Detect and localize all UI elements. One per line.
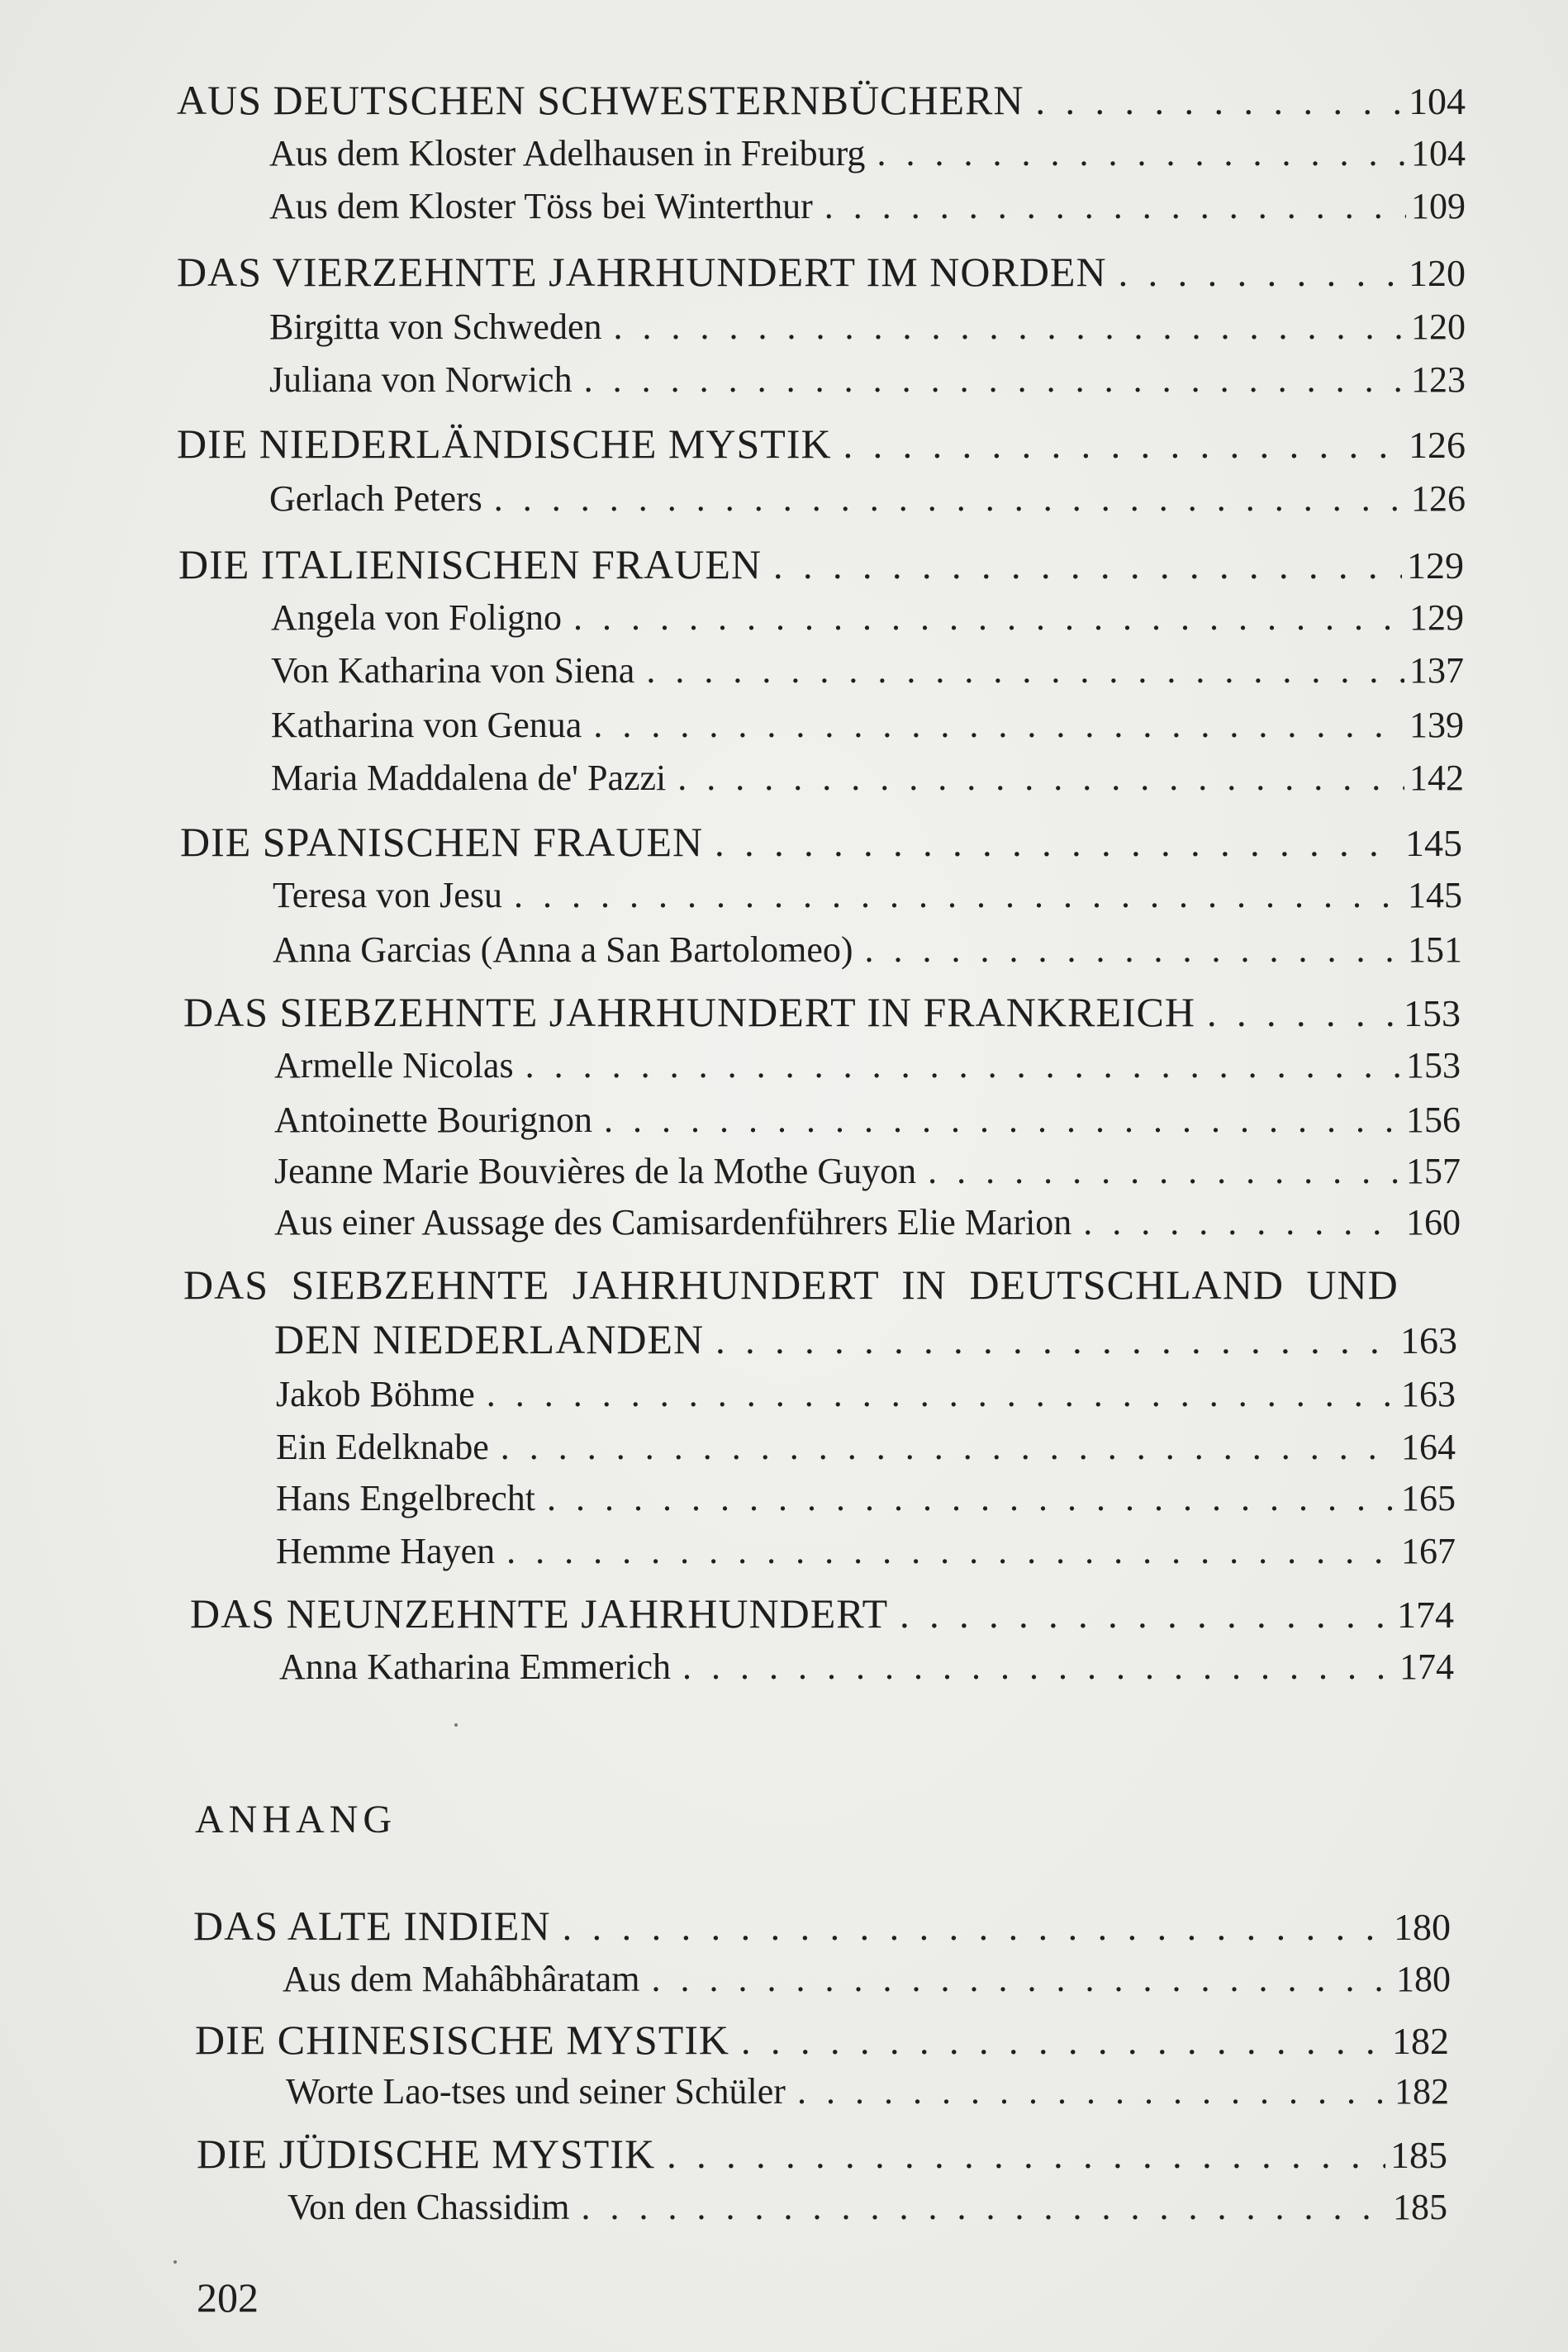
toc-section-title: DIE ITALIENISCHEN FRAUEN [178, 541, 763, 587]
dot-leader [715, 821, 1400, 865]
toc-page-number: 145 [1408, 875, 1462, 915]
toc-page-number: 165 [1401, 1478, 1456, 1518]
toc-entry-row [274, 1044, 1461, 1086]
toc-section-title: DIE CHINESISCHE MYSTIK [195, 2017, 729, 2063]
dot-leader [677, 757, 1404, 799]
toc-section-row [195, 2016, 1449, 2064]
appendix-heading: ANHANG [195, 1798, 397, 1841]
toc-entry-row [276, 1530, 1456, 1572]
toc-entry-title: Antoinette Bourignon [274, 1100, 592, 1140]
dot-leader [667, 2133, 1385, 2177]
toc-entry-title: Teresa von Jesu [273, 875, 502, 915]
toc-entry-row [274, 1201, 1461, 1243]
toc-section-title-line1: DAS SIEBZEHNTE JAHRHUNDERT IN DEUTSCHLAND UND [183, 1262, 1399, 1308]
toc-page-number: 164 [1401, 1427, 1456, 1467]
toc-section-row [177, 420, 1466, 468]
toc-section-title: DAS SIEBZEHNTE JAHRHUNDERT IN FRANKREICH [183, 989, 1195, 1035]
toc-entry-title: Gerlach Peters [269, 478, 482, 519]
toc-page-number: 129 [1407, 544, 1464, 587]
toc-page-number: 174 [1397, 1594, 1454, 1636]
dot-leader [1083, 1201, 1401, 1243]
toc-page-number: 174 [1399, 1646, 1454, 1687]
toc-entry-title: Anna Garcias (Anna a San Bartolomeo) [273, 929, 853, 970]
toc-entry-row [269, 132, 1466, 174]
toc-section-title: DIE JÜDISCHE MYSTIK [197, 2131, 656, 2177]
toc-section-row [190, 1589, 1454, 1637]
toc-entry-title: Von den Chassidim [287, 2187, 570, 2227]
toc-entry-row [273, 929, 1462, 971]
dot-leader [715, 1319, 1395, 1362]
toc-page-number: 157 [1406, 1151, 1461, 1191]
dot-leader [877, 132, 1406, 174]
toc-section-title: DIE NIEDERLÄNDISCHE MYSTIK [177, 421, 832, 467]
toc-page-number: 185 [1393, 2187, 1447, 2227]
dot-leader [928, 1150, 1401, 1192]
toc-entry-row [276, 1373, 1456, 1415]
dot-leader [547, 1477, 1396, 1519]
toc-page-number: 182 [1392, 2020, 1449, 2062]
toc-page-number: 139 [1409, 705, 1464, 745]
dot-leader [824, 185, 1406, 227]
toc-entry-row [271, 596, 1464, 639]
toc-entry-title: Angela von Foligno [271, 597, 562, 638]
dot-leader [604, 1099, 1401, 1141]
toc-section-row [177, 248, 1466, 296]
toc-page-number: 153 [1406, 1045, 1461, 1086]
toc-entry-row [279, 1646, 1454, 1688]
toc-entry-row [269, 306, 1466, 348]
toc-entry-row [269, 185, 1466, 227]
toc-section-title: DAS ALTE INDIEN [193, 1903, 551, 1949]
toc-page-number: 182 [1395, 2071, 1449, 2112]
page-number: 202 [197, 2274, 259, 2321]
dot-leader [652, 1958, 1391, 2000]
toc-section-row [183, 988, 1461, 1036]
toc-entry-row [287, 2186, 1447, 2228]
toc-entry-row [283, 1958, 1451, 2000]
dot-leader [514, 874, 1403, 916]
toc-section-row [274, 1315, 1457, 1363]
toc-page-number: 180 [1396, 1959, 1451, 1999]
dot-leader [843, 423, 1404, 467]
dot-leader [773, 544, 1402, 587]
dot-leader [573, 596, 1404, 639]
dot-leader [593, 704, 1404, 746]
dot-leader [682, 1646, 1395, 1688]
toc-page-number: 137 [1409, 650, 1464, 691]
toc-entry-title: Jeanne Marie Bouvières de la Mothe Guyon [274, 1151, 917, 1191]
dot-leader [506, 1530, 1396, 1572]
dot-leader [1207, 991, 1399, 1035]
toc-section-title: DAS NEUNZEHNTE JAHRHUNDERT [190, 1590, 889, 1637]
dot-leader [525, 1044, 1401, 1086]
dot-leader [1036, 79, 1404, 123]
dot-leader [501, 1426, 1396, 1468]
toc-page-number: 104 [1409, 80, 1466, 122]
paper-speck [173, 2260, 177, 2264]
toc-section-row [180, 818, 1462, 866]
toc-page-number: 145 [1405, 822, 1462, 864]
dot-leader [584, 359, 1406, 401]
dot-leader [741, 2019, 1387, 2063]
toc-section-title: DIE SPANISCHEN FRAUEN [180, 819, 704, 865]
paper-speck [454, 1723, 458, 1727]
toc-entry-title: Hemme Hayen [276, 1531, 496, 1571]
dot-leader [646, 649, 1404, 691]
toc-page-number: 142 [1409, 758, 1464, 798]
toc-section-title: DEN NIEDERLANDEN [274, 1316, 705, 1362]
toc-entry-row [276, 1426, 1456, 1468]
dot-leader [865, 929, 1403, 971]
toc-page-number: 109 [1411, 186, 1466, 226]
dot-leader [613, 306, 1406, 348]
toc-entry-title: Jakob Böhme [276, 1374, 475, 1414]
toc-entry-title: Juliana von Norwich [269, 359, 573, 400]
toc-entry-title: Anna Katharina Emmerich [279, 1646, 672, 1687]
toc-entry-row [274, 1150, 1461, 1192]
toc-entry-row [276, 1477, 1456, 1519]
toc-page-number: 160 [1406, 1202, 1461, 1243]
toc-entry-row [269, 359, 1466, 401]
toc-section-row [197, 2130, 1447, 2178]
toc-entry-title: Aus dem Kloster Adelhausen in Freiburg [269, 133, 866, 173]
dot-leader [563, 1905, 1389, 1949]
toc-entry-title: Worte Lao-tses und seiner Schüler [286, 2071, 786, 2112]
toc-entry-row [271, 704, 1464, 746]
toc-entry-title: Ein Edelknabe [276, 1427, 489, 1467]
toc-entry-title: Von Katharina von Siena [271, 650, 635, 691]
dot-leader [494, 478, 1406, 520]
toc-entry-row [274, 1099, 1461, 1141]
toc-section-row [177, 76, 1466, 124]
toc-page-number: 129 [1409, 597, 1464, 638]
toc-entry-row [271, 649, 1464, 691]
dot-leader [797, 2070, 1390, 2112]
toc-entry-title: Aus einer Aussage des Camisardenführers Elie Marion [274, 1202, 1072, 1243]
toc-page-number: 151 [1408, 929, 1462, 970]
toc-section-row [178, 540, 1464, 588]
toc-page-number: 167 [1401, 1531, 1456, 1571]
toc-page-number: 153 [1404, 992, 1461, 1034]
toc-page-number: 120 [1411, 306, 1466, 347]
toc-page-number: 120 [1409, 252, 1466, 294]
toc-page-number: 126 [1409, 424, 1466, 466]
toc-section-title: DAS VIERZEHNTE JAHRHUNDERT IM NORDEN [177, 249, 1107, 295]
toc-page-number: 104 [1411, 133, 1466, 173]
dot-leader [487, 1373, 1396, 1415]
toc-page-number: 126 [1411, 478, 1466, 519]
toc-entry-title: Armelle Nicolas [274, 1045, 514, 1086]
dot-leader [1119, 251, 1404, 295]
toc-entry-title: Hans Engelbrecht [276, 1478, 535, 1518]
dot-leader [581, 2186, 1388, 2228]
toc-entry-row [286, 2070, 1449, 2112]
toc-entry-title: Aus dem Mahâbhâratam [283, 1959, 640, 1999]
toc-page-number: 180 [1394, 1906, 1451, 1948]
toc-section-row [193, 1902, 1451, 1950]
dot-leader [900, 1593, 1392, 1637]
toc-section-title: AUS DEUTSCHEN SCHWESTERNBÜCHERN [177, 77, 1024, 123]
toc-page-number: 185 [1390, 2134, 1447, 2176]
toc-page-number: 163 [1400, 1319, 1457, 1361]
toc-page-number: 123 [1411, 359, 1466, 400]
toc-entry-row [269, 478, 1466, 520]
toc-entry-row [271, 757, 1464, 799]
toc-entry-title: Aus dem Kloster Töss bei Winterthur [269, 186, 813, 226]
toc-entry-title: Birgitta von Schweden [269, 306, 602, 347]
toc-page-number: 156 [1406, 1100, 1461, 1140]
toc-entry-title: Maria Maddalena de' Pazzi [271, 758, 667, 798]
toc-entry-title: Katharina von Genua [271, 705, 582, 745]
toc-entry-row [273, 874, 1462, 916]
toc-page-number: 163 [1401, 1374, 1456, 1414]
